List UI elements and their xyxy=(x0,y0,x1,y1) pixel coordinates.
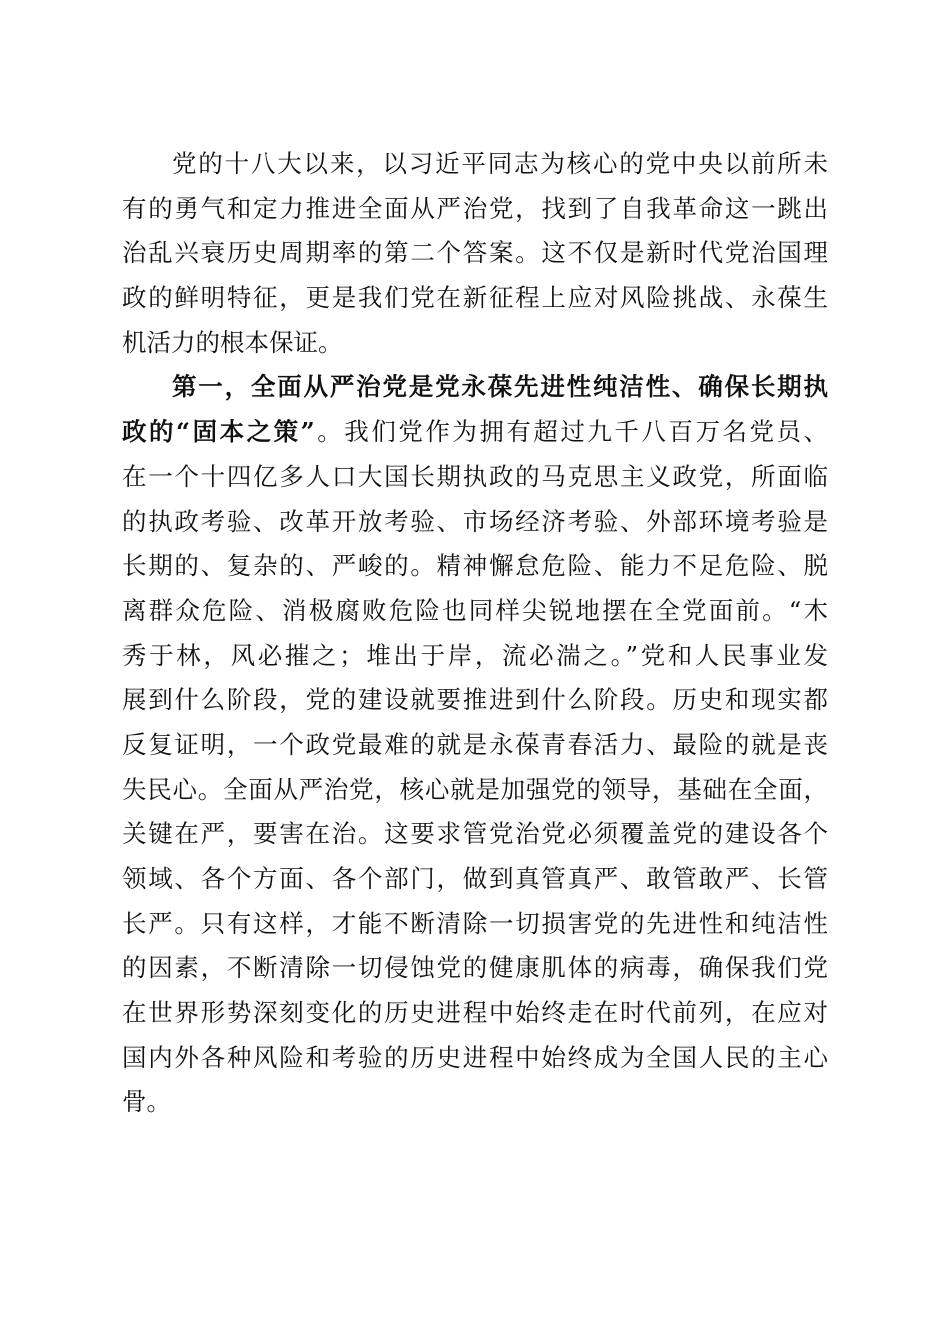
text-line: 的因素，不断清除一切侵蚀党的健康肌体的病毒，确保我们党 xyxy=(122,953,828,983)
text-line: 国内外各种风险和考验的历史进程中始终成为全国人民的主心 xyxy=(122,1042,828,1072)
text-line xyxy=(122,410,828,455)
section-heading-end: 政的“固本之策” xyxy=(122,417,315,447)
text-line: 长期的、复杂的、严峻的。精神懈怠危险、能力不足危险、脱 xyxy=(122,551,828,581)
text-line: 党的十八大以来，以习近平同志为核心的党中央以前所未 xyxy=(172,149,828,178)
text-line: 秀于林，风必摧之；堆出于岸，流必湍之。”党和人民事业发 xyxy=(122,640,828,670)
text-line: 有的勇气和定力推进全面从严治党，找到了自我革命这一跳出 xyxy=(122,193,828,223)
text-line: 骨。 xyxy=(122,1087,171,1117)
text-line: 展到什么阶段，党的建设就要推进到什么阶段。历史和现实都 xyxy=(122,685,828,715)
text-line: 的执政考验、改革开放考验、市场经济考验、外部环境考验是 xyxy=(122,506,828,536)
text-line: 治乱兴衰历史周期率的第二个答案。这不仅是新时代党治国理 xyxy=(122,238,828,268)
text-line: 反复证明，一个政党最难的就是永葆青春活力、最险的就是丧 xyxy=(122,729,828,759)
body-text xyxy=(122,142,828,1125)
section-heading-line: 第一，全面从严治党是党永葆先进性纯洁性、确保长期执 xyxy=(172,372,828,402)
text-line: 在一个十四亿多人口大国长期执政的马克思主义政党，所面临 xyxy=(122,461,828,491)
text-line: 在世界形势深刻变化的历史进程中始终走在时代前列，在应对 xyxy=(122,998,828,1028)
paragraph-first-point xyxy=(122,365,828,1125)
paragraph-intro xyxy=(122,142,828,365)
text-line: 离群众危险、消极腐败危险也同样尖锐地摆在全党面前。“木 xyxy=(122,595,828,625)
text-line: 机活力的根本保证。 xyxy=(122,327,343,357)
text-line: 失民心。全面从严治党，核心就是加强党的领导，基础在全面， xyxy=(122,774,828,804)
text-fragment: 。我们党作为拥有超过九千八百万名党员、 xyxy=(314,417,829,447)
text-line: 长严。只有这样，才能不断清除一切损害党的先进性和纯洁性 xyxy=(122,908,828,938)
text-line: 关键在严，要害在治。这要求管党治党必须覆盖党的建设各个 xyxy=(122,819,828,849)
text-line: 政的鲜明特征，更是我们党在新征程上应对风险挑战、永葆生 xyxy=(122,283,828,313)
text-line: 领域、各个方面、各个部门，做到真管真严、敢管敢严、长管 xyxy=(122,864,828,893)
